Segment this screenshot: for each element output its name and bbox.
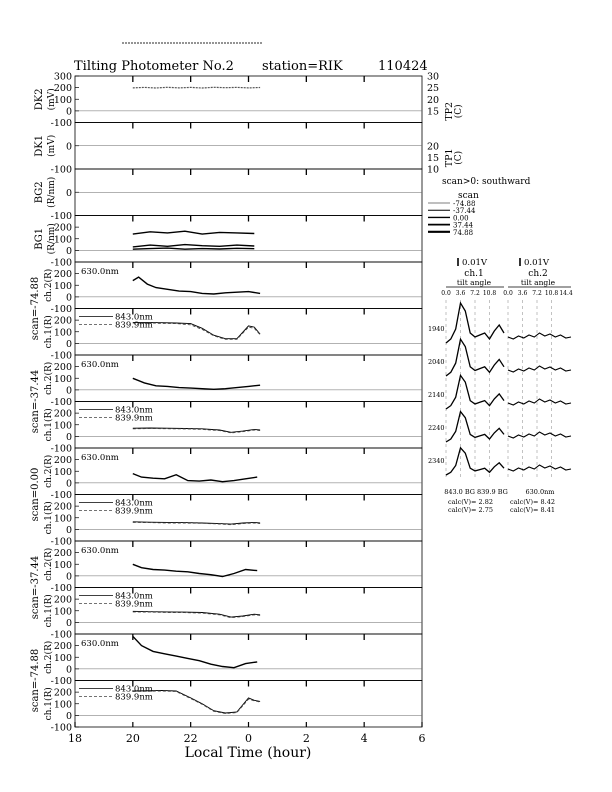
y-tick-label: 0 <box>65 571 72 583</box>
y-tick-label: 200 <box>53 222 72 234</box>
legend-843: 843.0nm <box>115 591 153 602</box>
panel-11 <box>51 588 422 641</box>
scan-group-label <box>30 370 41 434</box>
ch2-tick: 10.8 <box>544 290 559 297</box>
tp2-tick: 20 <box>427 94 440 106</box>
series-line <box>133 231 255 234</box>
series-line <box>133 474 257 482</box>
series-line <box>133 564 257 576</box>
tp1-label <box>444 148 464 167</box>
ch2-tick: 14.4 <box>559 290 573 297</box>
series-line <box>133 378 260 389</box>
y-tick-label: 200 <box>53 501 72 513</box>
scan-group-label <box>30 277 41 341</box>
wavelength-label: 630.0nm <box>81 360 119 370</box>
y-tick-label: 0 <box>65 187 72 199</box>
y-tick-label: 100 <box>53 327 72 339</box>
legend-title: scan <box>458 191 479 201</box>
ch1-tick: 0.0 <box>441 290 451 297</box>
scan-value: scan=-37.44 <box>30 555 41 620</box>
scan-group-label <box>30 468 41 522</box>
inset-ch2-trace <box>508 333 571 339</box>
calc-ch1-b: calc(V)= 2.75 <box>448 506 493 514</box>
wavelength-label: 630.0nm <box>81 453 119 463</box>
legend-entry: 74.88 <box>453 228 474 237</box>
channel-label <box>43 594 54 627</box>
y-tick-label: -100 <box>50 397 72 408</box>
y-tick-label: 0 <box>65 478 72 490</box>
y-tick-label: 0 <box>65 106 72 118</box>
legend-843: 843.0nm <box>115 405 153 416</box>
series-line <box>133 522 260 524</box>
ch1-tick: 7.2 <box>470 290 480 297</box>
inset-time-label: 2140 <box>428 391 445 399</box>
y-tick-label: 0 <box>65 292 72 304</box>
wavelength-label: 630.0nm <box>81 546 119 556</box>
y-tick-label: 100 <box>53 420 72 432</box>
dk1-name: DK1 <box>34 134 45 157</box>
tp1-tick: 10 <box>427 164 440 176</box>
y-tick-label: 200 <box>53 548 72 560</box>
series-line <box>133 428 260 432</box>
y-tick-label: 0 <box>65 664 72 676</box>
channel-name: ch.2(R) <box>44 547 54 581</box>
channel-label <box>43 501 54 534</box>
channel-label <box>43 408 54 441</box>
series-line <box>133 87 260 88</box>
channel-name: ch.2(R) <box>44 454 54 488</box>
legend-839: 839.9nm <box>115 506 153 517</box>
tp2-name: TP2 <box>444 101 455 121</box>
legend-843: 843.0nm <box>115 684 153 695</box>
channel-label <box>43 455 54 488</box>
legend-839: 839.9nm <box>115 413 153 424</box>
panel-6 <box>51 355 422 408</box>
channel-label <box>43 362 54 395</box>
y-tick-label: 100 <box>53 234 72 246</box>
y-tick-label: 0 <box>65 141 72 153</box>
legend-entry: -74.88 <box>453 200 476 208</box>
y-tick-label: 0 <box>65 617 72 629</box>
y-tick-label: 200 <box>53 687 72 699</box>
inset-foot-ch2: 630.0nm <box>525 488 555 496</box>
channel-label <box>43 687 54 720</box>
y-tick-label: 100 <box>53 513 72 525</box>
bottom-tick-label: 22 <box>183 732 198 745</box>
panel-13 <box>51 681 422 734</box>
y-tick-label: 200 <box>53 362 72 374</box>
legend-note: scan>0: southward <box>442 177 531 187</box>
dk1-label <box>34 135 57 157</box>
inset-ch2-trace <box>508 366 571 372</box>
inset-time-label: 2340 <box>428 457 445 465</box>
panel-4 <box>51 262 422 315</box>
panel-9 <box>51 495 422 548</box>
ch1-tick: 3.6 <box>455 290 466 297</box>
channel-name: ch.2(R) <box>44 268 54 302</box>
tilt-label-2: tilt angle <box>520 278 556 287</box>
dk2-name: DK2 <box>34 88 45 111</box>
y-tick-label: 100 <box>53 559 72 571</box>
wavelength-label: 630.0nm <box>81 267 119 277</box>
channel-label <box>43 269 54 302</box>
y-tick-label: -100 <box>50 304 72 315</box>
y-tick-label: -100 <box>50 536 72 548</box>
wavelength-label: 630.0nm <box>81 639 119 649</box>
calc-ch1-a: calc(V)= 2.82 <box>448 498 493 506</box>
inset-time-label: 1940 <box>428 325 445 333</box>
legend-843: 843.0nm <box>115 498 153 509</box>
tilt-label-1: tilt angle <box>456 278 492 287</box>
calc-ch2-a: calc(V)= 8.42 <box>510 498 555 506</box>
scale-label: 0.01V <box>524 258 550 268</box>
right-axes-group <box>427 72 464 176</box>
channel-name: ch.1(R) <box>44 594 54 628</box>
panel-frame <box>75 355 422 402</box>
bottom-tick-label: 4 <box>360 732 368 745</box>
channel-label <box>43 315 54 348</box>
y-tick-label: -100 <box>50 164 72 176</box>
y-tick-label: -100 <box>50 118 72 129</box>
y-tick-label: -100 <box>50 350 72 362</box>
panel-1 <box>51 123 422 176</box>
y-tick-label: 100 <box>53 94 72 106</box>
series-line <box>133 245 255 247</box>
inset-time-label: 2040 <box>428 358 445 366</box>
scan-value: scan=-74.88 <box>30 276 41 341</box>
tp1-tick: 20 <box>427 141 440 153</box>
y-tick-label: 100 <box>53 280 72 292</box>
x-axis-title: Local Time (hour) <box>184 745 312 761</box>
legend-entry: 37.44 <box>453 221 474 230</box>
tp2-unit: (C) <box>454 104 464 119</box>
bottom-tick-label: 2 <box>302 732 310 745</box>
ch1-title: ch.1 <box>464 269 484 279</box>
y-tick-label: 0 <box>65 431 72 443</box>
tp2-label <box>444 102 464 121</box>
ch1-tick: 10.8 <box>482 290 497 297</box>
panel-3 <box>51 216 422 269</box>
scan-group-label <box>30 649 41 713</box>
bg1-unit: (R/nm) <box>47 223 57 255</box>
y-tick-label: 0 <box>65 385 72 397</box>
panel-frame <box>75 216 422 263</box>
channel-label <box>43 641 54 674</box>
y-tick-label: 200 <box>53 594 72 606</box>
channel-name: ch.1(R) <box>44 315 54 349</box>
y-tick-label: 200 <box>53 641 72 653</box>
y-tick-label: -100 <box>50 443 72 455</box>
y-tick-label: -100 <box>50 722 72 734</box>
panel-7 <box>51 402 422 455</box>
scale-label: 0.01V <box>462 258 488 268</box>
bg2-label <box>34 177 57 208</box>
series-line <box>133 636 257 667</box>
tp2-tick: 30 <box>427 71 440 83</box>
channel-name: ch.1(R) <box>44 687 54 721</box>
panel-frame <box>75 448 422 495</box>
panel-frame <box>75 262 422 309</box>
scan-value: scan=-37.44 <box>30 369 41 434</box>
legend-839: 839.9nm <box>115 692 153 703</box>
tp1-unit: (C) <box>454 150 464 165</box>
panel-frame <box>75 76 422 123</box>
y-tick-label: 200 <box>53 83 72 95</box>
tp2-tick: 15 <box>427 106 440 118</box>
y-tick-label: 200 <box>53 455 72 467</box>
legend-839: 839.9nm <box>115 599 153 610</box>
inset-ch2-trace <box>508 399 571 405</box>
y-tick-label: 0 <box>65 710 72 722</box>
panel-frame <box>75 634 422 681</box>
panel-0 <box>51 72 422 130</box>
bottom-tick-label: 18 <box>68 732 82 745</box>
y-tick-label: 100 <box>53 373 72 385</box>
dk1-unit: (mV) <box>47 134 57 157</box>
ch2-tick: 3.6 <box>517 290 528 297</box>
y-tick-label: 0 <box>65 245 72 257</box>
ch2-tick: 7.2 <box>532 290 542 297</box>
tp2-tick: 25 <box>427 83 440 95</box>
y-tick-label: 200 <box>53 315 72 327</box>
y-tick-label: 100 <box>53 606 72 618</box>
channel-name: ch.1(R) <box>44 501 54 535</box>
y-tick-label: 300 <box>53 71 72 83</box>
series-line <box>133 248 255 249</box>
bg1-name: BG1 <box>34 227 45 250</box>
panel-12 <box>51 634 422 687</box>
panel-10 <box>51 541 422 594</box>
y-tick-label: -100 <box>50 490 72 501</box>
inset-time-label: 2240 <box>428 424 445 432</box>
channel-name: ch.1(R) <box>44 408 54 442</box>
calc-ch2-b: calc(V)= 8.41 <box>510 506 555 514</box>
y-tick-label: 0 <box>65 338 72 350</box>
bottom-tick-label: 0 <box>245 732 252 745</box>
y-tick-label: -100 <box>50 257 72 269</box>
channel-name: ch.2(R) <box>44 640 54 674</box>
scan-legend <box>428 177 531 237</box>
station-label: station=RIK <box>262 59 343 74</box>
dk2-label <box>34 88 57 110</box>
inset-ch2-trace <box>508 465 571 471</box>
y-tick-label: 100 <box>53 652 72 664</box>
dk2-unit: (mV) <box>47 88 57 111</box>
bg1-label <box>34 223 57 254</box>
y-tick-label: 200 <box>53 269 72 281</box>
panel-frame <box>75 541 422 588</box>
inset-foot-ch1: 843.0 BG 839.9 BG <box>444 488 508 496</box>
channel-label <box>43 548 54 581</box>
scan-group-label <box>30 556 41 620</box>
y-tick-label: 200 <box>53 408 72 420</box>
channel-name: ch.2(R) <box>44 361 54 395</box>
panel-8 <box>51 448 422 501</box>
scan-value: scan=-74.88 <box>30 648 41 713</box>
figure-title: Tilting Photometer No.2 <box>74 59 234 74</box>
legend-entry: -37.44 <box>453 207 476 216</box>
bottom-tick-label: 20 <box>125 732 140 745</box>
panel-5 <box>51 309 422 362</box>
panels-group <box>51 72 426 746</box>
y-tick-label: 100 <box>53 466 72 478</box>
series-line <box>133 277 260 294</box>
bottom-tick-label: 6 <box>418 732 426 745</box>
tp1-name: TP1 <box>444 148 455 168</box>
bg2-unit: (R/nm) <box>47 176 57 208</box>
scan-value: scan=0.00 <box>30 467 41 522</box>
panel-2 <box>51 169 422 222</box>
y-tick-label: 0 <box>65 524 72 536</box>
series-line <box>133 429 260 433</box>
legend-entry: 0.00 <box>453 214 469 223</box>
inset-ch2-trace <box>508 432 571 438</box>
bg2-name: BG2 <box>34 181 45 204</box>
tilt-inset <box>428 258 573 514</box>
tp1-tick: 15 <box>427 152 440 164</box>
y-tick-label: 100 <box>53 699 72 711</box>
y-tick-label: -100 <box>50 583 72 594</box>
ch2-tick: 0.0 <box>503 290 513 297</box>
date-label: 110424 <box>378 59 428 74</box>
y-tick-label: -100 <box>50 629 72 641</box>
ch2-title: ch.2 <box>528 269 548 279</box>
series-line <box>133 611 260 617</box>
legend-839: 839.9nm <box>115 320 153 331</box>
legend-843: 843.0nm <box>115 312 153 323</box>
y-tick-label: -100 <box>50 211 72 222</box>
y-tick-label: -100 <box>50 676 72 687</box>
